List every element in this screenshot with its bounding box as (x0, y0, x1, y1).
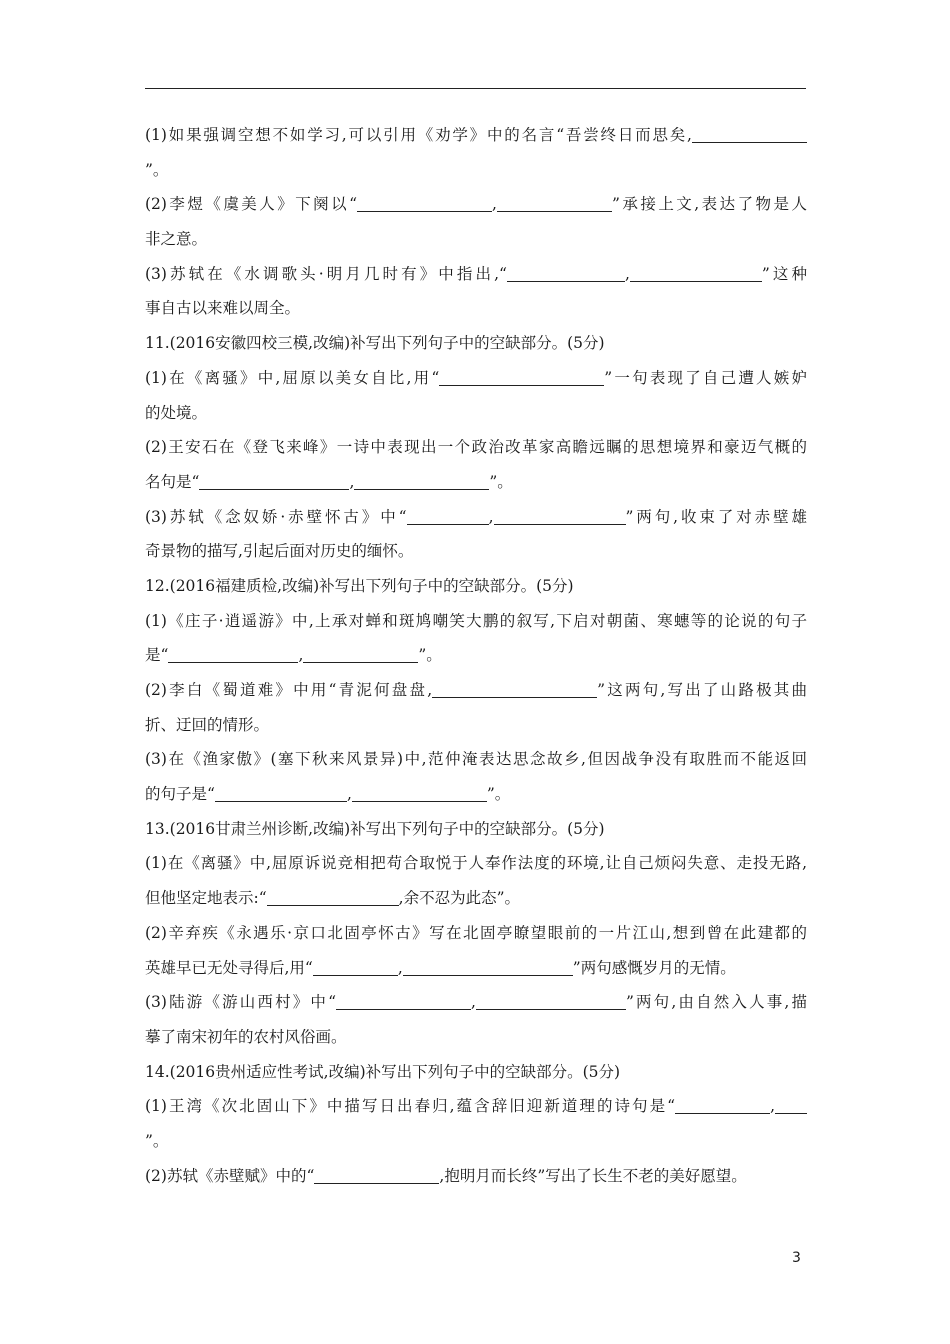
line-text: (3)在《渔家傲》(塞下秋来风景异)中,范仲淹表达思念故乡,但因战争没有取胜而不能返回 (145, 750, 807, 769)
line-text: 12.(2016福建质检,改编)补写出下列句子中的空缺部分。(5分) (145, 576, 574, 595)
text-line (145, 361, 807, 396)
line-text: 的句子是“ (145, 785, 215, 804)
answer-blank[interactable] (439, 369, 604, 386)
text-line (145, 1020, 807, 1055)
text-line (145, 257, 807, 292)
line-text: (1)《庄子·逍遥游》中,上承对蝉和斑鸠嘲笑大鹏的叙写,下启对朝菌、寒蟪等的论说的句子 (145, 611, 807, 630)
line-text: 摹了南宋初年的农村风俗画。 (145, 1027, 347, 1046)
line-text: (3)苏轼在《水调歌头·明月几时有》中指出,“ (145, 264, 507, 283)
text-line (145, 187, 807, 222)
line-text: ”这种 (761, 264, 807, 283)
line-text: 13.(2016甘肃兰州诊断,改编)补写出下列句子中的空缺部分。(5分) (145, 819, 605, 838)
page-number: 3 (792, 1250, 801, 1266)
answer-blank[interactable] (168, 647, 298, 664)
line-text: (2)李白《蜀道难》中用“青泥何盘盘, (145, 681, 433, 699)
text-line (145, 881, 807, 916)
answer-blank[interactable] (494, 508, 626, 525)
text-line (145, 951, 807, 986)
text-line (145, 1089, 807, 1124)
answer-blank[interactable] (407, 508, 489, 525)
text-line (145, 604, 807, 639)
line-text: ,抱明月而长终”写出了长生不老的美好愿望。 (439, 1166, 747, 1185)
answer-blank[interactable] (675, 1098, 770, 1115)
text-line (145, 742, 807, 777)
answer-blank[interactable] (497, 196, 612, 213)
line-text: 名句是“ (145, 472, 200, 491)
line-text: , (346, 785, 352, 804)
text-line (145, 673, 807, 708)
text-line (145, 153, 807, 188)
text-line (145, 985, 807, 1020)
line-text: ”一句表现了自己遭人嫉妒 (604, 368, 807, 387)
text-line (145, 708, 807, 743)
line-text: ”两句,由自然入人事,描 (625, 993, 807, 1012)
answer-blank[interactable] (403, 959, 573, 976)
text-line (145, 812, 807, 847)
text-line (145, 777, 807, 812)
line-text: ,余不忍为此态”。 (398, 889, 521, 908)
text-line (145, 291, 807, 326)
answer-blank[interactable] (352, 786, 487, 803)
line-text: (3)陆游《游山西村》中“ (145, 993, 336, 1012)
text-line (145, 430, 807, 465)
text-line (145, 465, 807, 500)
line-text: ”承接上文,表达了物是人 (611, 195, 807, 214)
line-text: ”两句,收束了对赤壁雄 (625, 507, 807, 526)
text-line (145, 1159, 807, 1194)
line-text: 11.(2016安徽四校三模,改编)补写出下列句子中的空缺部分。(5分) (145, 334, 605, 353)
line-text: , (349, 472, 355, 491)
text-line (145, 638, 807, 673)
text-line (145, 846, 807, 881)
text-line (145, 396, 807, 431)
line-text: 14.(2016贵州适应性考试,改编)补写出下列句子中的空缺部分。(5分) (145, 1062, 621, 1081)
line-text: (1)如果强调空想不如学习,可以引用《劝学》中的名言“吾尝终日而思矣, (145, 126, 692, 144)
line-text: , (624, 264, 630, 283)
line-text: 的处境。 (145, 403, 208, 422)
header-rule (145, 88, 806, 89)
line-text: 但他坚定地表示:“ (145, 889, 267, 908)
line-text: , (492, 195, 497, 214)
line-text: 非之意。 (145, 230, 208, 249)
line-text: ”。 (489, 472, 513, 491)
line-text: , (770, 1097, 775, 1116)
answer-blank[interactable] (314, 1167, 439, 1184)
line-text: 折、迂回的情形。 (145, 715, 270, 734)
text-line (145, 1124, 807, 1159)
line-text: ”。 (145, 160, 169, 179)
answer-blank[interactable] (692, 127, 807, 144)
text-line (145, 500, 807, 535)
line-text: (1)在《离骚》中,屈原以美女自比,用“ (145, 368, 440, 387)
line-text: 事自古以来难以周全。 (145, 299, 301, 318)
line-text: (2)王安石在《登飞来峰》一诗中表现出一个政治改革家高瞻远瞩的思想境界和豪迈气概的 (145, 438, 807, 457)
line-text: (2)辛弃疾《永遇乐·京口北固亭怀古》写在北固亭瞭望眼前的一片江山,想到曾在此建都的 (145, 923, 807, 942)
line-text: ”。 (145, 1131, 169, 1150)
line-text: (3)苏轼《念奴娇·赤壁怀古》中“ (145, 507, 407, 526)
answer-blank[interactable] (313, 959, 398, 976)
line-text: (2)李煜《虞美人》下阕以“ (145, 195, 358, 214)
line-text: , (397, 958, 403, 977)
line-text: (1)王湾《次北固山下》中描写日出春归,蕴含辞旧迎新道理的诗句是“ (145, 1097, 676, 1116)
line-text: ”。 (486, 785, 511, 804)
text-line (145, 222, 807, 257)
answer-blank[interactable] (336, 994, 471, 1011)
line-text: ”两句感慨岁月的无情。 (572, 958, 736, 977)
line-text: 奇景物的描写,引起后面对历史的缅怀。 (145, 542, 414, 561)
text-line (145, 916, 807, 951)
text-line (145, 569, 807, 604)
line-text: , (471, 993, 476, 1012)
text-line (145, 534, 807, 569)
line-text: ”这两句,写出了山路极其曲 (597, 681, 807, 699)
text-line (145, 118, 807, 153)
line-text: 是“ (145, 646, 169, 665)
line-text: 英雄早已无处寻得后,用“ (145, 958, 313, 977)
answer-blank[interactable] (630, 265, 762, 282)
line-text: , (298, 646, 304, 665)
line-text: , (488, 507, 494, 526)
line-text: (2)苏轼《赤壁赋》中的“ (145, 1166, 315, 1185)
question-content (145, 118, 807, 1193)
answer-blank[interactable] (476, 994, 626, 1011)
line-text: ”。 (418, 646, 442, 665)
answer-blank[interactable] (354, 473, 489, 490)
answer-blank[interactable] (215, 786, 347, 803)
answer-blank[interactable] (507, 265, 625, 282)
answer-blank[interactable] (432, 682, 597, 699)
answer-blank[interactable] (267, 890, 399, 907)
text-line (145, 1055, 807, 1090)
answer-blank[interactable] (357, 196, 492, 213)
answer-blank[interactable] (199, 473, 349, 490)
answer-blank[interactable] (775, 1098, 807, 1115)
text-line (145, 326, 807, 361)
line-text: (1)在《离骚》中,屈原诉说竞相把苟合取悦于人奉作法度的环境,让自己烦闷失意、走投无路, (145, 854, 807, 873)
answer-blank[interactable] (303, 647, 418, 664)
